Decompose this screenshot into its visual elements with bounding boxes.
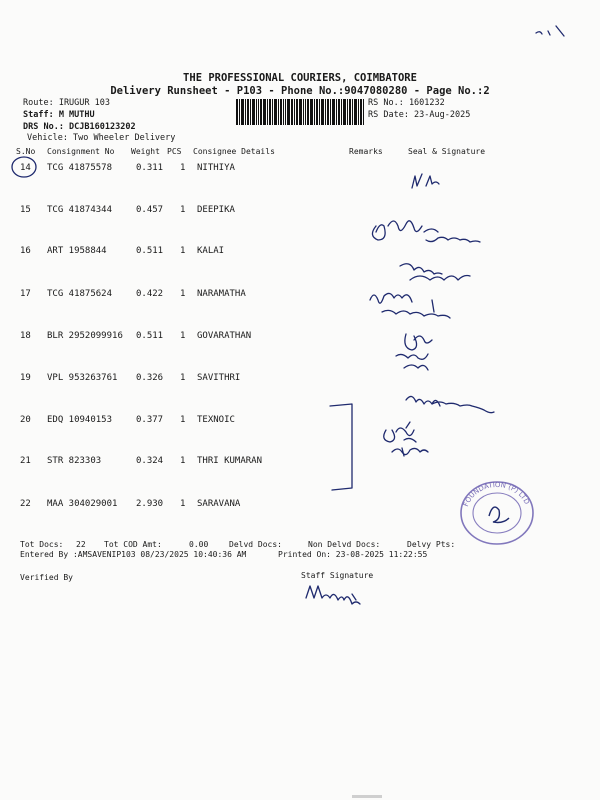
non-delvd-docs-label: Non Delvd Docs: (308, 540, 381, 549)
verified-by-label: Verified By (20, 573, 73, 582)
row-consignment: EDQ 10940153 (47, 415, 113, 425)
row-weight: 0.511 (136, 331, 164, 341)
col-header-remarks: Remarks (349, 147, 383, 156)
signature-row-16 (400, 264, 470, 280)
row-consignment: VPL 953263761 (47, 373, 118, 383)
entered-by: Entered By :AMSAVENIP103 08/23/2025 10:40:36 AM (20, 550, 247, 559)
signature-row-20 (384, 422, 416, 442)
row-sno: 14 (20, 163, 31, 173)
route-label: Route: IRUGUR 103 (23, 98, 110, 108)
row-consignee: SAVITHRI (197, 373, 241, 383)
printed-on: Printed On: 23-08-2025 11:22:55 (278, 550, 428, 559)
row-weight: 0.324 (136, 456, 164, 466)
row-consignment: BLR 2952099916 (47, 331, 123, 341)
row-pcs: 1 (180, 163, 186, 173)
row-weight: 0.326 (136, 373, 164, 383)
staff-signature-label: Staff Signature (301, 571, 374, 580)
tot-cod-label: Tot COD Amt: (104, 540, 162, 549)
row-sno: 22 (20, 499, 31, 509)
signature-row-14 (412, 174, 439, 188)
row-sno: 18 (20, 331, 31, 341)
signature-row-18 (396, 334, 432, 370)
seal-text: FOUNDATION (P) LTD (462, 480, 531, 508)
row-consignment: STR 823303 (47, 456, 102, 466)
row-consignee: TEXNOIC (197, 415, 235, 425)
row-pcs: 1 (180, 373, 186, 383)
staff-signature-mark (306, 586, 360, 604)
delvy-pts-label: Delvy Pts: (407, 540, 456, 549)
col-header-consignee: Consignee Details (193, 147, 275, 156)
company-seal-stamp (457, 478, 537, 548)
row-consignee: SARAVANA (197, 499, 241, 509)
signature-row-15 (372, 221, 480, 242)
row-sno: 17 (20, 289, 31, 299)
row-pcs: 1 (180, 331, 186, 341)
row-pcs: 1 (180, 499, 186, 509)
signature-row-19 (406, 396, 494, 412)
row-consignment: TCG 41874344 (47, 205, 113, 215)
row-sno: 15 (20, 205, 31, 215)
row-weight: 0.422 (136, 289, 164, 299)
company-title: THE PROFESSIONAL COURIERS, COIMBATORE (183, 72, 417, 84)
vehicle-label: Vehicle: Two Wheeler Delivery (27, 133, 176, 143)
row-sno: 16 (20, 246, 31, 256)
row-14-circle-mark (12, 157, 36, 177)
col-header-consignment: Consignment No (47, 147, 115, 156)
row-weight: 0.511 (136, 246, 164, 256)
delvd-docs-label: Delvd Docs: (229, 540, 282, 549)
row-consignee: GOVARATHAN (197, 331, 252, 341)
row-sno: 20 (20, 415, 31, 425)
runsheet-subtitle: Delivery Runsheet - P103 - Phone No.:9047080280 - Page No.:2 (110, 85, 490, 97)
row-pcs: 1 (180, 415, 186, 425)
row-sno: 19 (20, 373, 31, 383)
row-consignee: THRI KUMARAN (197, 456, 263, 466)
row-consignment: MAA 304029001 (47, 499, 118, 509)
row-pcs: 1 (180, 205, 186, 215)
drs-label: DRS No.: DCJB160123202 (23, 122, 136, 132)
col-header-sno: S.No (16, 147, 36, 156)
col-header-weight: Weight (131, 147, 160, 156)
col-header-pcs: PCS (167, 147, 182, 156)
tot-docs-label: Tot Docs: (20, 540, 64, 549)
row-weight: 2.930 (136, 499, 164, 509)
row-consignment: ART 1958844 (47, 246, 107, 256)
row-weight: 0.311 (136, 163, 164, 173)
row-consignee: DEEPIKA (197, 205, 235, 215)
row-consignee: KALAI (197, 246, 225, 256)
tot-cod-value: 0.00 (189, 540, 209, 549)
row-consignment: TCG 41875624 (47, 289, 113, 299)
remarks-bracket (330, 404, 352, 490)
row-sno: 21 (20, 456, 31, 466)
col-header-seal-signature: Seal & Signature (408, 147, 486, 156)
scan-artifact (350, 792, 390, 800)
corner-pen-mark (536, 26, 564, 36)
row-pcs: 1 (180, 456, 186, 466)
row-consignee: NARAMATHA (197, 289, 246, 299)
row-pcs: 1 (180, 289, 186, 299)
signature-row-21 (392, 448, 428, 456)
rs-date: RS Date: 23-Aug-2025 (368, 110, 471, 120)
row-weight: 0.457 (136, 205, 164, 215)
row-consignee: NITHIYA (197, 163, 235, 173)
staff-label: Staff: M MUTHU (23, 110, 95, 120)
row-pcs: 1 (180, 246, 186, 256)
rs-number: RS No.: 1601232 (368, 98, 445, 108)
signature-row-17 (370, 293, 450, 318)
tot-docs-value: 22 (76, 540, 86, 549)
row-consignment: TCG 41875578 (47, 163, 113, 173)
row-weight: 0.377 (136, 415, 164, 425)
